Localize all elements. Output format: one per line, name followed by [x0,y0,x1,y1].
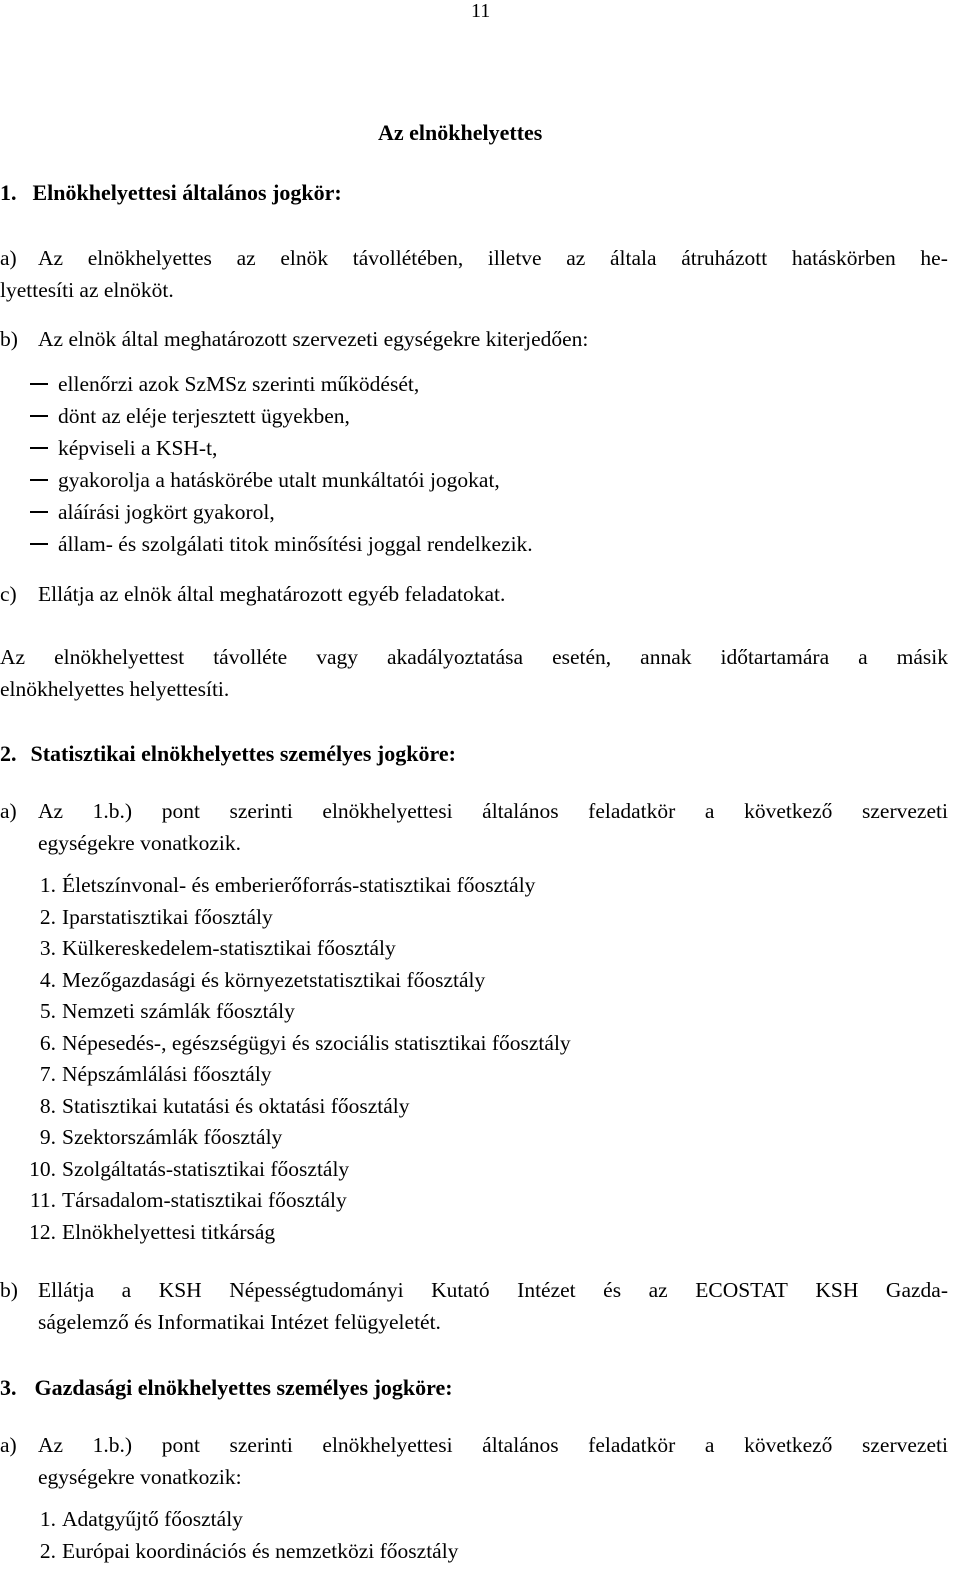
word: 1.b.) [92,799,133,823]
word: az [236,246,256,270]
section-1-heading [0,180,342,206]
word: elnökhelyettesi [322,799,453,823]
section-2-heading [0,741,456,767]
word: feladatkör [588,1433,676,1457]
word: hatáskörben [791,246,896,270]
word: Az [38,799,64,823]
list-item-number: 5. [39,999,56,1023]
list-item [14,1188,571,1220]
dash-icon [30,383,48,385]
list-item-number: 2. [39,1538,56,1563]
word: következő [744,1433,833,1457]
list-item [14,1031,571,1063]
word: szervezeti [862,799,948,823]
word: távolléte [213,645,288,669]
word: a [858,645,868,669]
section-3-number: 3. [0,1375,17,1400]
list-item-text: Szolgáltatás-statisztikai főosztály [62,1156,350,1181]
bullet-item: állam- és szolgálati titok minősítési joggal rendelkezik. [30,532,533,564]
word: pont [161,799,200,823]
word: Az [0,645,26,669]
word: akadályoztatása [387,645,524,669]
s2-b-line-1 [38,1278,948,1303]
page-title: Az elnökhelyettes [378,120,543,145]
list-item [0,1507,458,1539]
list-item-number: 1. [39,873,56,897]
s2-b-label: b) [0,1278,18,1302]
list-item-text: Statisztikai kutatási és oktatási főosztály [62,1093,410,1118]
word: távollétében, [352,246,464,270]
list-item-number: 2. [39,904,56,929]
bullet-item: ellenőrzi azok SzMSz szerinti működését, [30,372,533,404]
word: KSH [815,1278,859,1302]
bullet-item: dönt az eléje terjesztett ügyekben, [30,404,533,436]
bullet-item: gyakorolja a hatáskörébe utalt munkáltatói jogokat, [30,468,533,500]
word: pont [161,1433,200,1457]
word: a [121,1278,132,1302]
word: a [704,1433,715,1457]
list-item-text: Életszínvonal- és emberierőforrás-statisztikai főosztály [62,873,536,897]
list-item [0,1539,458,1571]
word: az [648,1278,668,1302]
list-item-text: Iparstatisztikai főosztály [62,904,273,929]
word: az [566,246,586,270]
word: elnökhelyettest [54,645,185,669]
s1-a-line-2: lyettesíti az elnököt. [0,278,174,302]
s1-b-label: b) [0,327,18,351]
s2-a-line-2: egységekre vonatkozik. [38,831,241,855]
s3-unit-list [0,1507,458,1570]
section-2-number: 2. [0,741,17,766]
s3-a-label: a) [0,1433,17,1457]
word: illetve [487,246,542,270]
section-1-number: 1. [0,180,17,205]
list-item-text: Népszámlálási főosztály [62,1062,272,1086]
list-item-text: Adatgyűjtő főosztály [62,1507,243,1531]
s1-bullet-list [30,372,533,564]
word: vagy [316,645,359,669]
list-item-text: Szektorszámlák főosztály [62,1125,283,1149]
word: Népességtudományi [229,1278,404,1302]
list-item [14,1125,571,1157]
s2-b-line-2: ságelemző és Informatikai Intézet felügyeletét. [38,1310,441,1334]
word: Gazda- [885,1278,948,1302]
word: a [704,799,715,823]
s1-note-line-2: elnökhelyettes helyettesíti. [0,677,230,701]
word: Kutató [431,1278,490,1302]
list-item-text: Társadalom-statisztikai főosztály [62,1188,347,1212]
s1-c-text: Ellátja az elnök által meghatározott egyéb feladatokat. [38,582,506,606]
dash-icon [30,415,48,417]
list-item [14,999,571,1031]
list-item-number: 3. [39,936,56,960]
list-item-number: 7. [39,1062,56,1086]
s1-b-text: Az elnök által meghatározott szervezeti egységekre kiterjedően: [38,327,589,351]
list-item-number: 1. [39,1507,56,1531]
word: szervezeti [862,1433,948,1457]
list-item-number: 4. [39,967,56,992]
list-item-number: 8. [39,1093,56,1118]
list-item-text: Nemzeti számlák főosztály [62,999,295,1023]
section-3-title: Gazdasági elnökhelyettes személyes jogköre: [34,1375,453,1400]
word: elnökhelyettes [87,246,212,270]
word: Az [38,1433,64,1457]
word: Ellátja [38,1278,95,1302]
word: szerinti [229,799,293,823]
s1-a-line-1 [38,246,948,271]
s2-a-label: a) [0,799,17,823]
list-item-number: 10. [29,1156,56,1181]
list-item-number: 11. [29,1188,56,1212]
dash-icon [30,543,48,545]
page-number: 11 [471,0,491,22]
word: ECOSTAT [695,1278,788,1302]
word: Az [38,246,64,270]
word: feladatkör [588,799,676,823]
list-item [14,1062,571,1094]
word: he- [920,246,948,270]
word: általa [610,246,657,270]
section-2-title: Statisztikai elnökhelyettes személyes jogköre: [30,741,456,766]
word: általános [482,1433,559,1457]
word: elnök [280,246,329,270]
s3-a-line-2: egységekre vonatkozik: [38,1465,242,1489]
list-item-text: Mezőgazdasági és környezetstatisztikai főosztály [62,967,486,992]
word: általános [482,799,559,823]
word: szerinti [229,1433,293,1457]
dash-icon [30,479,48,481]
list-item-text: Népesedés-, egészségügyi és szociális statisztikai főosztály [62,1030,571,1055]
list-item-text: Elnökhelyettesi titkárság [62,1219,276,1244]
section-1-title: Elnökhelyettesi általános jogkör: [32,180,342,205]
list-item [14,905,571,937]
word: és [603,1278,622,1302]
s1-c-label: c) [0,582,17,606]
list-item-number: 9. [39,1125,56,1149]
s1-a-label: a) [0,246,17,270]
list-item [14,1220,571,1252]
word: időtartamára [720,645,830,669]
word: elnökhelyettesi [322,1433,453,1457]
word: átruházott [681,246,768,270]
dash-icon [30,511,48,513]
list-item-number: 12. [29,1219,56,1244]
bullet-item: aláírási jogkört gyakorol, [30,500,533,532]
word: Intézet [517,1278,576,1302]
dash-icon [30,447,48,449]
word: másik [896,645,948,669]
s2-a-line-1 [38,799,948,824]
list-item [14,968,571,1000]
word: KSH [158,1278,202,1302]
list-item-number: 6. [39,1030,56,1055]
list-item [14,936,571,968]
s1-note-line-1 [0,645,948,670]
word: esetén, [552,645,612,669]
list-item-text: Európai koordinációs és nemzetközi főosztály [62,1538,459,1563]
section-3-heading [0,1375,453,1401]
s3-a-line-1 [38,1433,948,1458]
bullet-item: képviseli a KSH-t, [30,436,533,468]
list-item [14,1157,571,1189]
word: 1.b.) [92,1433,133,1457]
list-item [14,873,571,905]
s2-unit-list [14,873,571,1251]
list-item [14,1094,571,1126]
word: annak [640,645,692,669]
word: következő [744,799,833,823]
list-item-text: Külkereskedelem-statisztikai főosztály [62,936,396,960]
